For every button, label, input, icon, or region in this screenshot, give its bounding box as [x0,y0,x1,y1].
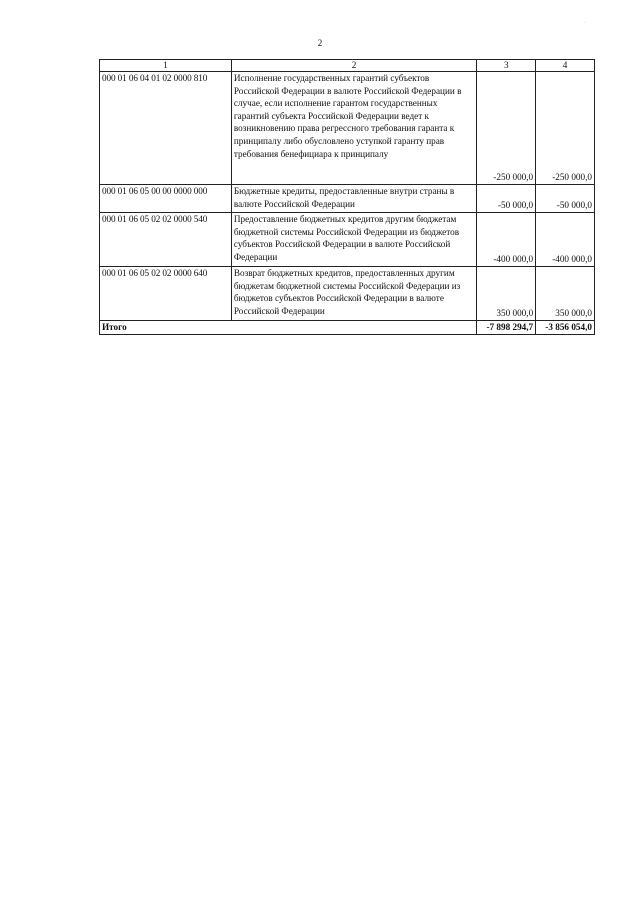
amount-year-1: -250 000,0 [477,72,536,185]
scan-mark: · [584,20,586,26]
total-label: Итого [100,321,477,335]
amount-year-2: -250 000,0 [536,72,595,185]
budget-code: 000 01 06 05 00 00 0000 000 [100,185,232,213]
budget-sources-table [99,59,595,335]
table-row [100,72,595,185]
column-header-name: 2 [231,60,476,72]
page-number: 2 [317,38,323,48]
amount-year-1: -400 000,0 [477,213,536,267]
column-header-year-2: 4 [536,60,595,72]
table-row [100,185,595,213]
budget-item-name: Бюджетные кредиты, предоставленные внутри страны в валюте Российской Федерации [231,185,476,213]
budget-item-name: Возврат бюджетных кредитов, предоставленных другим бюджетам бюджетной системы Российской Федерации из бюджетов субъектов Российской Федерации в валюте Российской Федерации [231,267,476,321]
amount-year-2: -400 000,0 [536,213,595,267]
budget-code: 000 01 06 05 02 02 0000 640 [100,267,232,321]
budget-item-name: Предоставление бюджетных кредитов другим бюджетам бюджетной системы Российской Федерации из бюджетов субъектов Российской Федерации в валюте Российской Федерации [231,213,476,267]
amount-year-2: 350 000,0 [536,267,595,321]
total-year-1: -7 898 294,7 [477,321,536,335]
total-year-2: -3 856 054,0 [536,321,595,335]
column-header-code: 1 [100,60,232,72]
budget-code: 000 01 06 05 02 02 0000 540 [100,213,232,267]
column-header-year-1: 3 [477,60,536,72]
budget-code: 000 01 06 04 01 02 0000 810 [100,72,232,185]
total-row [100,321,595,335]
table-header-row [100,60,595,72]
budget-item-name: Исполнение государственных гарантий субъектов Российской Федерации в валюте Российской Федерации в случае, если исполнение гарантом государственных гарантий субъекта Российской Федерации ведет к возникновению права регрессного требования гаранта к принципалу либо обусловлено уступкой гаранту прав требования бенефициара к принципалу [231,72,476,185]
table-row [100,213,595,267]
amount-year-1: 350 000,0 [477,267,536,321]
amount-year-1: -50 000,0 [477,185,536,213]
amount-year-2: -50 000,0 [536,185,595,213]
table-row [100,267,595,321]
